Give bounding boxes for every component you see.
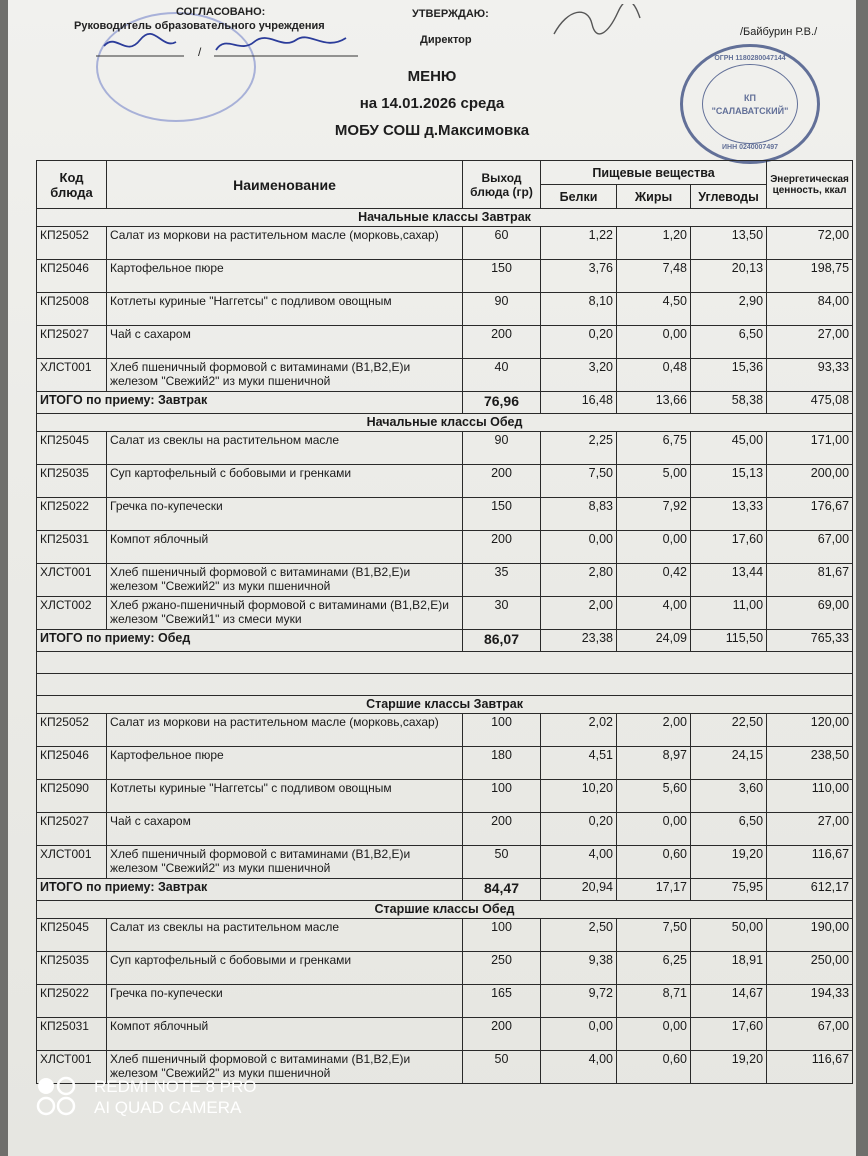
dish-carbs: 2,90 bbox=[691, 293, 767, 326]
dish-protein: 2,80 bbox=[541, 564, 617, 597]
dish-yield: 200 bbox=[463, 1018, 541, 1051]
dish-name: Хлеб пшеничный формовой с витаминами (В1,В2,Е)и железом "Свежий2" из муки пшеничной bbox=[107, 564, 463, 597]
dish-carbs: 50,00 bbox=[691, 919, 767, 952]
dish-carbs: 15,36 bbox=[691, 359, 767, 392]
dish-yield: 50 bbox=[463, 1051, 541, 1084]
dish-carbs: 24,15 bbox=[691, 747, 767, 780]
total-row bbox=[37, 879, 853, 901]
dish-name: Картофельное пюре bbox=[107, 747, 463, 780]
dish-name: Гречка по-купечески bbox=[107, 498, 463, 531]
dish-code: КП25027 bbox=[37, 326, 107, 359]
dish-protein: 0,00 bbox=[541, 1018, 617, 1051]
dish-protein: 0,20 bbox=[541, 326, 617, 359]
dish-name: Чай с сахаром bbox=[107, 326, 463, 359]
table-row bbox=[37, 714, 853, 747]
dish-energy: 110,00 bbox=[767, 780, 853, 813]
dish-carbs: 6,50 bbox=[691, 813, 767, 846]
dish-protein: 8,10 bbox=[541, 293, 617, 326]
dish-energy: 27,00 bbox=[767, 813, 853, 846]
dish-yield: 40 bbox=[463, 359, 541, 392]
dish-name: Салат из свеклы на растительном масле bbox=[107, 919, 463, 952]
table-row bbox=[37, 564, 853, 597]
header-carbs: Углеводы bbox=[691, 185, 767, 209]
table-row bbox=[37, 293, 853, 326]
section-title: Старшие классы Обед bbox=[37, 901, 853, 919]
dish-code: КП25045 bbox=[37, 919, 107, 952]
dish-carbs: 11,00 bbox=[691, 597, 767, 630]
agreed-role: Руководитель образовательного учреждения bbox=[74, 20, 325, 32]
dish-fat: 7,48 bbox=[617, 260, 691, 293]
total-label: ИТОГО по приему: Обед bbox=[37, 630, 463, 652]
section-header bbox=[37, 901, 853, 919]
dish-carbs: 19,20 bbox=[691, 846, 767, 879]
dish-fat: 7,92 bbox=[617, 498, 691, 531]
dish-energy: 72,00 bbox=[767, 227, 853, 260]
table-row bbox=[37, 919, 853, 952]
dish-fat: 8,97 bbox=[617, 747, 691, 780]
total-fat: 24,09 bbox=[617, 630, 691, 652]
menu-table bbox=[36, 160, 853, 1084]
table-row bbox=[37, 985, 853, 1018]
dish-fat: 0,00 bbox=[617, 531, 691, 564]
header-name: Наименование bbox=[107, 161, 463, 209]
dish-code: КП25027 bbox=[37, 813, 107, 846]
menu-date: на 14.01.2026 среда bbox=[359, 95, 505, 112]
table-row bbox=[37, 227, 853, 260]
table-row bbox=[37, 326, 853, 359]
dish-name: Котлеты куриные "Наггетсы" с подливом овощным bbox=[107, 293, 463, 326]
dish-carbs: 45,00 bbox=[691, 432, 767, 465]
dish-energy: 116,67 bbox=[767, 846, 853, 879]
dish-fat: 6,25 bbox=[617, 952, 691, 985]
dish-energy: 250,00 bbox=[767, 952, 853, 985]
dish-carbs: 17,60 bbox=[691, 1018, 767, 1051]
empty-row bbox=[37, 674, 853, 696]
watermark-camera: AI QUAD CAMERA bbox=[94, 1098, 242, 1117]
dish-fat: 7,50 bbox=[617, 919, 691, 952]
empty-row bbox=[37, 652, 853, 674]
dish-fat: 5,60 bbox=[617, 780, 691, 813]
table-row bbox=[37, 747, 853, 780]
dish-fat: 5,00 bbox=[617, 465, 691, 498]
dish-code: КП25052 bbox=[37, 227, 107, 260]
dish-code: КП25022 bbox=[37, 985, 107, 1018]
dish-yield: 90 bbox=[463, 432, 541, 465]
dish-energy: 200,00 bbox=[767, 465, 853, 498]
table-row bbox=[37, 359, 853, 392]
dish-carbs: 14,67 bbox=[691, 985, 767, 1018]
dish-name: Суп картофельный с бобовыми и гренками bbox=[107, 952, 463, 985]
dish-protein: 9,38 bbox=[541, 952, 617, 985]
dish-protein: 4,00 bbox=[541, 1051, 617, 1084]
dish-name: Компот яблочный bbox=[107, 1018, 463, 1051]
director-label: Директор bbox=[420, 34, 472, 46]
total-label: ИТОГО по приему: Завтрак bbox=[37, 392, 463, 414]
table-row bbox=[37, 952, 853, 985]
dish-energy: 171,00 bbox=[767, 432, 853, 465]
dish-code: ХЛСТ001 bbox=[37, 1051, 107, 1084]
table-row bbox=[37, 1018, 853, 1051]
dish-code: КП25045 bbox=[37, 432, 107, 465]
total-carbs: 75,95 bbox=[691, 879, 767, 901]
total-energy: 765,33 bbox=[767, 630, 853, 652]
dish-code: КП25090 bbox=[37, 780, 107, 813]
dish-energy: 194,33 bbox=[767, 985, 853, 1018]
director-signature bbox=[548, 4, 648, 44]
dish-code: ХЛСТ002 bbox=[37, 597, 107, 630]
agreed-label: СОГЛАСОВАНО: bbox=[176, 6, 266, 18]
dish-carbs: 6,50 bbox=[691, 326, 767, 359]
dish-protein: 2,02 bbox=[541, 714, 617, 747]
dish-protein: 10,20 bbox=[541, 780, 617, 813]
dish-code: КП25031 bbox=[37, 1018, 107, 1051]
total-yield: 86,07 bbox=[463, 630, 541, 652]
table-row bbox=[37, 846, 853, 879]
dish-carbs: 20,13 bbox=[691, 260, 767, 293]
dish-carbs: 13,44 bbox=[691, 564, 767, 597]
dish-carbs: 13,33 bbox=[691, 498, 767, 531]
dish-protein: 4,51 bbox=[541, 747, 617, 780]
watermark-model: REDMI NOTE 8 PRO bbox=[94, 1077, 257, 1096]
dish-yield: 50 bbox=[463, 846, 541, 879]
table-row bbox=[37, 498, 853, 531]
section-title: Старшие классы Завтрак bbox=[37, 696, 853, 714]
dish-fat: 0,00 bbox=[617, 1018, 691, 1051]
school-name: МОБУ СОШ д.Максимовка bbox=[334, 122, 530, 139]
dish-yield: 150 bbox=[463, 498, 541, 531]
section-title: Начальные классы Обед bbox=[37, 414, 853, 432]
dish-code: КП25035 bbox=[37, 465, 107, 498]
dish-protein: 3,76 bbox=[541, 260, 617, 293]
dish-name: Хлеб ржано-пшеничный формовой с витаминами (В1,В2,Е)и железом "Свежий1" из смеси муки bbox=[107, 597, 463, 630]
dish-fat: 8,71 bbox=[617, 985, 691, 1018]
table-row bbox=[37, 465, 853, 498]
dish-energy: 93,33 bbox=[767, 359, 853, 392]
menu-body bbox=[37, 209, 853, 1084]
dish-yield: 100 bbox=[463, 919, 541, 952]
camera-watermark-icon bbox=[36, 1076, 78, 1116]
total-energy: 475,08 bbox=[767, 392, 853, 414]
dish-protein: 1,22 bbox=[541, 227, 617, 260]
header-protein: Белки bbox=[541, 185, 617, 209]
table-row bbox=[37, 531, 853, 564]
section-header bbox=[37, 209, 853, 227]
dish-protein: 2,25 bbox=[541, 432, 617, 465]
table-row bbox=[37, 432, 853, 465]
header-yield: Выход блюда (гр) bbox=[463, 161, 541, 209]
camera-watermark bbox=[94, 1076, 256, 1118]
dish-energy: 67,00 bbox=[767, 531, 853, 564]
dish-yield: 200 bbox=[463, 813, 541, 846]
dish-protein: 3,20 bbox=[541, 359, 617, 392]
header-energy: Энергетическая ценность, ккал bbox=[767, 161, 853, 209]
total-protein: 16,48 bbox=[541, 392, 617, 414]
dish-name: Хлеб пшеничный формовой с витаминами (В1,В2,Е)и железом "Свежий2" из муки пшеничной bbox=[107, 1051, 463, 1084]
total-fat: 13,66 bbox=[617, 392, 691, 414]
header-nutrients: Пищевые вещества bbox=[541, 161, 767, 185]
svg-text:/: / bbox=[198, 45, 202, 59]
dish-name: Хлеб пшеничный формовой с витаминами (В1,В2,Е)и железом "Свежий2" из муки пшеничной bbox=[107, 359, 463, 392]
dish-fat: 2,00 bbox=[617, 714, 691, 747]
dish-protein: 8,83 bbox=[541, 498, 617, 531]
dish-yield: 100 bbox=[463, 780, 541, 813]
dish-name: Гречка по-купечески bbox=[107, 985, 463, 1018]
dish-yield: 200 bbox=[463, 531, 541, 564]
total-carbs: 115,50 bbox=[691, 630, 767, 652]
dish-yield: 30 bbox=[463, 597, 541, 630]
dish-code: ХЛСТ001 bbox=[37, 846, 107, 879]
dish-name: Суп картофельный с бобовыми и гренками bbox=[107, 465, 463, 498]
dish-name: Котлеты куриные "Наггетсы" с подливом овощным bbox=[107, 780, 463, 813]
dish-energy: 120,00 bbox=[767, 714, 853, 747]
dish-energy: 190,00 bbox=[767, 919, 853, 952]
total-row bbox=[37, 392, 853, 414]
total-yield: 76,96 bbox=[463, 392, 541, 414]
dish-energy: 81,67 bbox=[767, 564, 853, 597]
dish-yield: 200 bbox=[463, 326, 541, 359]
dish-protein: 0,00 bbox=[541, 531, 617, 564]
total-energy: 612,17 bbox=[767, 879, 853, 901]
dish-yield: 100 bbox=[463, 714, 541, 747]
dish-protein: 2,50 bbox=[541, 919, 617, 952]
organization-stamp: ОГРН 1180280047144 КП "САЛАВАТСКИЙ" ИНН 0240007497 bbox=[680, 44, 820, 164]
dish-carbs: 15,13 bbox=[691, 465, 767, 498]
dish-protein: 4,00 bbox=[541, 846, 617, 879]
dish-energy: 27,00 bbox=[767, 326, 853, 359]
dish-code: ХЛСТ001 bbox=[37, 359, 107, 392]
dish-code: КП25035 bbox=[37, 952, 107, 985]
dish-code: КП25046 bbox=[37, 747, 107, 780]
dish-energy: 84,00 bbox=[767, 293, 853, 326]
dish-yield: 180 bbox=[463, 747, 541, 780]
dish-carbs: 13,50 bbox=[691, 227, 767, 260]
dish-yield: 35 bbox=[463, 564, 541, 597]
dish-name: Картофельное пюре bbox=[107, 260, 463, 293]
dish-carbs: 3,60 bbox=[691, 780, 767, 813]
total-label: ИТОГО по приему: Завтрак bbox=[37, 879, 463, 901]
table-row bbox=[37, 780, 853, 813]
dish-protein: 9,72 bbox=[541, 985, 617, 1018]
dish-name: Салат из моркови на растительном масле (морковь,сахар) bbox=[107, 227, 463, 260]
dish-yield: 200 bbox=[463, 465, 541, 498]
dish-energy: 176,67 bbox=[767, 498, 853, 531]
table-row bbox=[37, 813, 853, 846]
dish-protein: 0,20 bbox=[541, 813, 617, 846]
dish-yield: 250 bbox=[463, 952, 541, 985]
director-name: /Байбурин Р.В./ bbox=[740, 26, 818, 38]
dish-energy: 116,67 bbox=[767, 1051, 853, 1084]
total-yield: 84,47 bbox=[463, 879, 541, 901]
total-protein: 20,94 bbox=[541, 879, 617, 901]
total-row bbox=[37, 630, 853, 652]
dish-fat: 4,50 bbox=[617, 293, 691, 326]
table-row bbox=[37, 260, 853, 293]
dish-name: Компот яблочный bbox=[107, 531, 463, 564]
dish-carbs: 17,60 bbox=[691, 531, 767, 564]
menu-title: МЕНЮ bbox=[407, 68, 457, 85]
total-protein: 23,38 bbox=[541, 630, 617, 652]
dish-name: Хлеб пшеничный формовой с витаминами (В1,В2,Е)и железом "Свежий2" из муки пшеничной bbox=[107, 846, 463, 879]
dish-carbs: 22,50 bbox=[691, 714, 767, 747]
dish-name: Салат из свеклы на растительном масле bbox=[107, 432, 463, 465]
agreed-signature bbox=[96, 28, 366, 64]
section-header bbox=[37, 696, 853, 714]
dish-code: КП25031 bbox=[37, 531, 107, 564]
section-title: Начальные классы Завтрак bbox=[37, 209, 853, 227]
dish-carbs: 19,20 bbox=[691, 1051, 767, 1084]
dish-energy: 69,00 bbox=[767, 597, 853, 630]
dish-yield: 90 bbox=[463, 293, 541, 326]
dish-yield: 60 bbox=[463, 227, 541, 260]
dish-energy: 198,75 bbox=[767, 260, 853, 293]
dish-yield: 165 bbox=[463, 985, 541, 1018]
dish-code: ХЛСТ001 bbox=[37, 564, 107, 597]
dish-fat: 0,48 bbox=[617, 359, 691, 392]
dish-fat: 0,00 bbox=[617, 813, 691, 846]
approve-label: УТВЕРЖДАЮ: bbox=[412, 8, 489, 20]
dish-code: КП25008 bbox=[37, 293, 107, 326]
dish-fat: 0,42 bbox=[617, 564, 691, 597]
table-row bbox=[37, 597, 853, 630]
menu-document bbox=[8, 0, 856, 1156]
dish-yield: 150 bbox=[463, 260, 541, 293]
total-carbs: 58,38 bbox=[691, 392, 767, 414]
dish-fat: 0,00 bbox=[617, 326, 691, 359]
dish-fat: 4,00 bbox=[617, 597, 691, 630]
dish-name: Салат из моркови на растительном масле (морковь,сахар) bbox=[107, 714, 463, 747]
dish-energy: 238,50 bbox=[767, 747, 853, 780]
dish-fat: 1,20 bbox=[617, 227, 691, 260]
total-fat: 17,17 bbox=[617, 879, 691, 901]
dish-carbs: 18,91 bbox=[691, 952, 767, 985]
section-header bbox=[37, 414, 853, 432]
dish-code: КП25022 bbox=[37, 498, 107, 531]
header-code: Код блюда bbox=[37, 161, 107, 209]
dish-code: КП25052 bbox=[37, 714, 107, 747]
dish-protein: 2,00 bbox=[541, 597, 617, 630]
dish-name: Чай с сахаром bbox=[107, 813, 463, 846]
dish-fat: 0,60 bbox=[617, 1051, 691, 1084]
dish-protein: 7,50 bbox=[541, 465, 617, 498]
dish-fat: 0,60 bbox=[617, 846, 691, 879]
dish-code: КП25046 bbox=[37, 260, 107, 293]
dish-energy: 67,00 bbox=[767, 1018, 853, 1051]
dish-fat: 6,75 bbox=[617, 432, 691, 465]
header-fat: Жиры bbox=[617, 185, 691, 209]
